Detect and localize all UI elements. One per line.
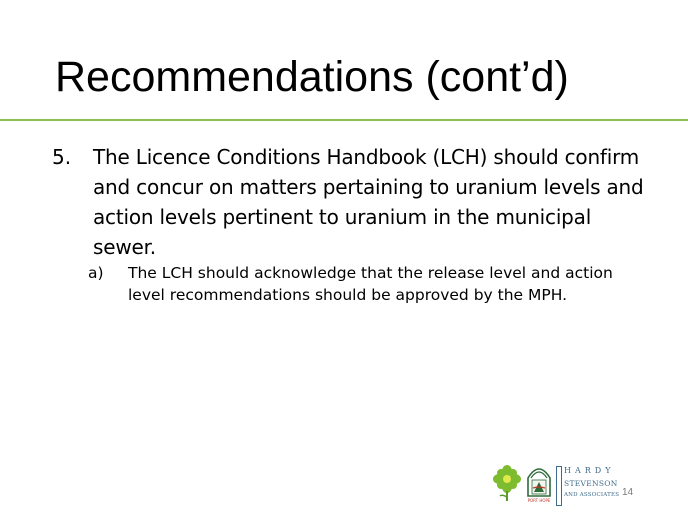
slide-title: Recommendations (cont’d) bbox=[55, 53, 569, 101]
page-number: 14 bbox=[622, 487, 634, 498]
point-number: 5. bbox=[52, 145, 72, 169]
hardy-logo-line2: STEVENSON bbox=[564, 479, 618, 488]
hardy-stevenson-logo bbox=[556, 466, 620, 506]
hardy-logo-line3: AND ASSOCIATES bbox=[564, 492, 620, 498]
port-hope-logo bbox=[526, 462, 552, 504]
hardy-logo-box bbox=[556, 466, 562, 506]
title-divider bbox=[0, 119, 688, 121]
flower-logo bbox=[492, 464, 522, 502]
sub-point-text: The LCH should acknowledge that the release level and action level recommendations should be approved by the MPH. bbox=[128, 264, 613, 304]
hardy-logo-line1: HARDY bbox=[564, 466, 615, 475]
footer-logos bbox=[492, 460, 627, 510]
sub-point-label: a) bbox=[88, 264, 104, 282]
numbered-point bbox=[52, 142, 652, 262]
sub-point bbox=[88, 262, 628, 306]
point-text: The Licence Conditions Handbook (LCH) should confirm and concur on matters pertaining to uranium levels and action levels pertinent to uranium in the municipal sewer. bbox=[93, 145, 644, 259]
port-hope-text: PORT HOPE bbox=[527, 498, 551, 503]
